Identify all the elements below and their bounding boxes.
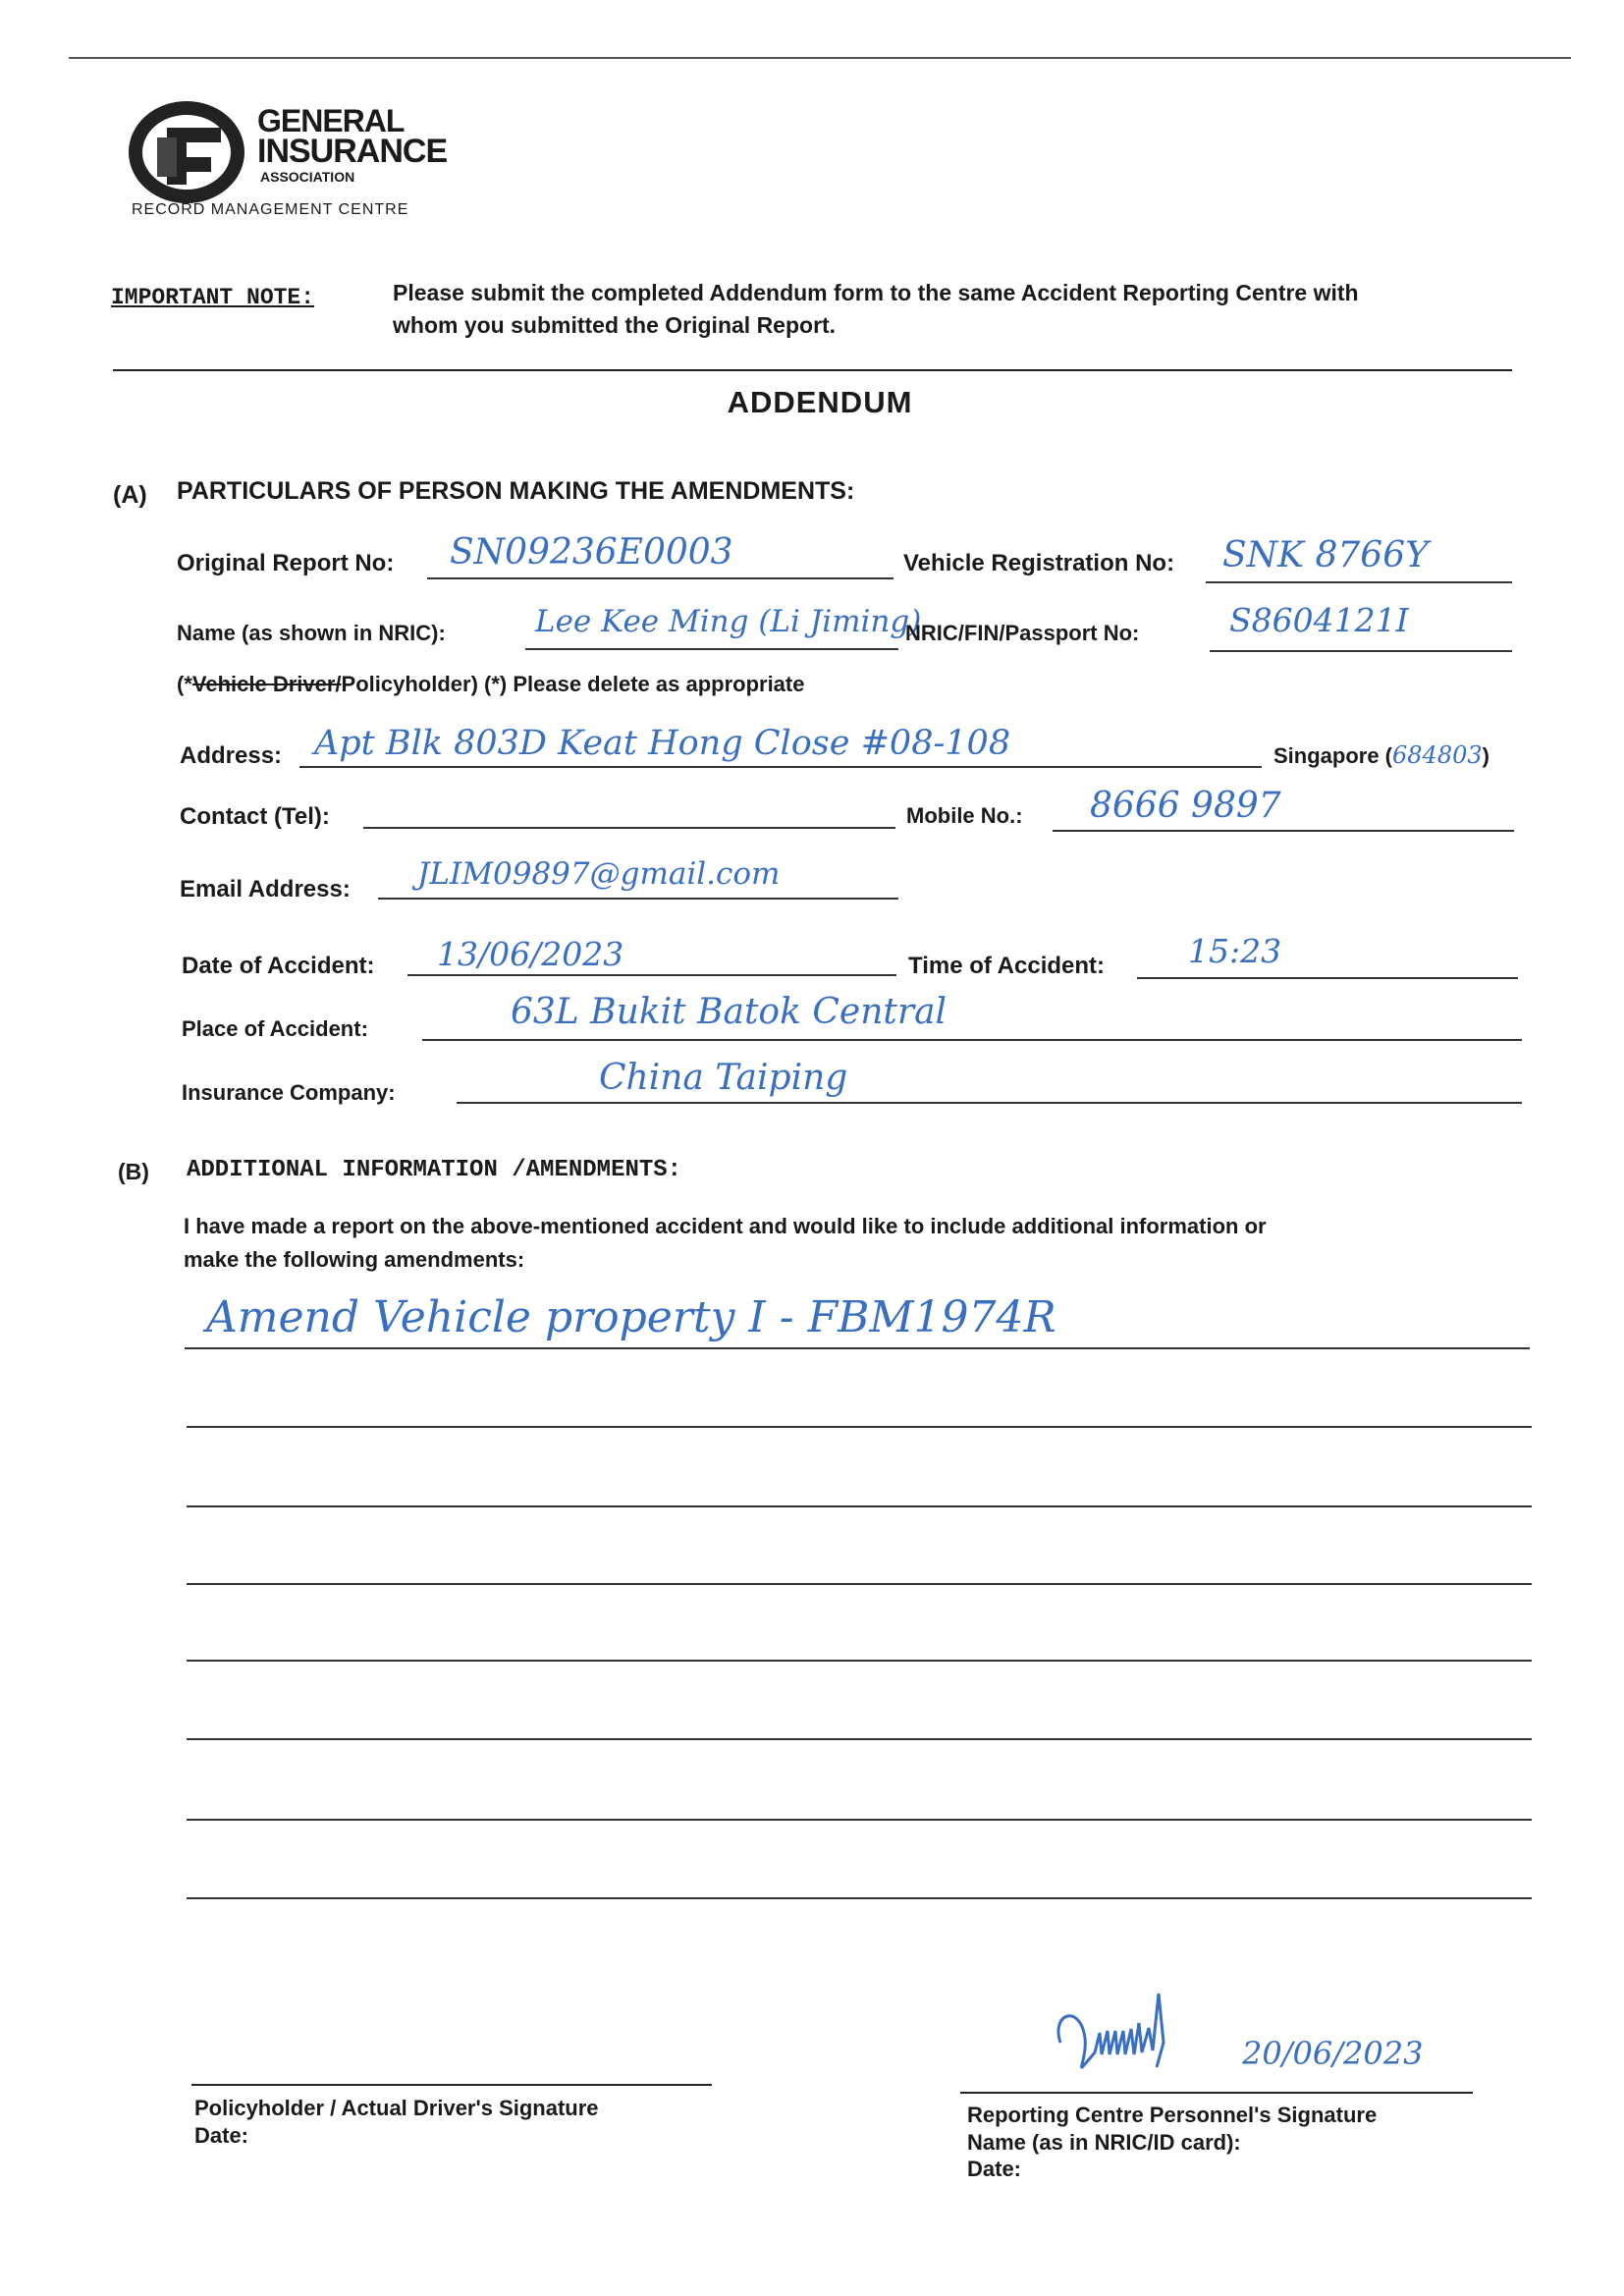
place-value[interactable]: 63L Bukit Batok Central [511, 992, 947, 1032]
important-note-label: IMPORTANT NOTE: [111, 285, 315, 310]
place-line [422, 1039, 1522, 1041]
amendment-line [187, 1738, 1532, 1740]
page-title: ADDENDUM [727, 385, 913, 419]
important-note-line1: Please submit the completed Addendum form to the same Accident Reporting Centre with [393, 280, 1359, 305]
place-label: Place of Accident: [182, 1016, 368, 1041]
vehicle-reg-value[interactable]: SNK 8766Y [1222, 535, 1429, 575]
address-label: Address: [180, 742, 283, 769]
nric-value[interactable]: S8604121I [1229, 601, 1409, 639]
note-divider [113, 369, 1512, 371]
amendment-text[interactable]: Amend Vehicle property I - FBM1974R [206, 1292, 1056, 1342]
amendment-line [187, 1426, 1532, 1428]
important-note-line2: whom you submitted the Original Report. [393, 312, 837, 338]
address-line [299, 766, 1262, 768]
mobile-value[interactable]: 8666 9897 [1090, 786, 1281, 826]
left-signature-date-label: Date: [194, 2122, 249, 2148]
section-b-marker: (B) [118, 1159, 149, 1184]
right-name-label: Name (as in NRIC/ID card): [967, 2129, 1241, 2155]
email-line [378, 898, 898, 900]
insurer-line [457, 1102, 1522, 1104]
section-b-heading: ADDITIONAL INFORMATION /AMENDMENTS: [187, 1157, 682, 1183]
singapore-label [1273, 741, 1489, 769]
vehicle-reg-label: Vehicle Registration No: [903, 550, 1175, 576]
nric-label: NRIC/FIN/Passport No: [905, 621, 1140, 645]
left-signature-block [194, 2095, 599, 2149]
personnel-signature-date: 20/06/2023 [1242, 2035, 1424, 2072]
section-a-heading: PARTICULARS OF PERSON MAKING THE AMENDMENTS: [177, 477, 855, 505]
amendment-line [187, 1897, 1532, 1899]
gia-logo [128, 98, 461, 226]
original-report-value[interactable]: SN09236E0003 [450, 532, 733, 573]
email-value[interactable]: JLIM09897@gmail.com [417, 856, 781, 892]
singapore-prefix: Singapore ( [1273, 743, 1393, 768]
date-line [407, 974, 896, 976]
section-a-marker: (A) [113, 481, 147, 509]
personnel-signature-scribble [1041, 1984, 1237, 2092]
role-struck: Vehicle Driver/ [191, 672, 342, 696]
amendment-line [187, 1660, 1532, 1662]
logo-line-association: ASSOCIATION [260, 169, 355, 185]
left-signature-line [191, 2084, 712, 2086]
role-prefix: (* [177, 672, 192, 696]
top-edge-line [69, 57, 1571, 59]
mobile-label: Mobile No.: [906, 803, 1023, 828]
contact-label: Contact (Tel): [180, 803, 330, 830]
logo-line-insurance: INSURANCE [257, 133, 448, 170]
logo-line-general: GENERAL [257, 103, 405, 138]
postal-code-value[interactable]: 684803 [1392, 741, 1483, 769]
right-signature-line [960, 2092, 1473, 2094]
time-value[interactable]: 15:23 [1188, 932, 1282, 970]
amendment-line [187, 1583, 1532, 1585]
amendment-line [187, 1819, 1532, 1821]
time-line [1137, 977, 1518, 979]
vehicle-reg-line [1206, 581, 1512, 583]
logo-subtitle: RECORD MANAGEMENT CENTRE [132, 201, 409, 218]
name-line [525, 648, 898, 650]
right-date-label: Date: [967, 2157, 1022, 2181]
section-b-intro-line1: I have made a report on the above-mentioned accident and would like to include additional information or [184, 1214, 1267, 1238]
gia-emblem-icon [128, 98, 255, 206]
name-label: Name (as shown in NRIC): [177, 621, 446, 645]
role-rest: Policyholder) (*) Please delete as appropriate [341, 672, 805, 696]
right-signature-block [967, 2102, 1377, 2183]
name-value[interactable]: Lee Kee Ming (Li Jiming) [535, 604, 922, 639]
original-report-line [427, 577, 893, 579]
singapore-close: ) [1482, 743, 1489, 768]
time-label: Time of Accident: [908, 953, 1106, 979]
date-value[interactable]: 13/06/2023 [437, 935, 624, 973]
address-value[interactable]: Apt Blk 803D Keat Hong Close #08-108 [314, 724, 1011, 763]
left-signature-label: Policyholder / Actual Driver's Signature [194, 2096, 599, 2120]
mobile-line [1053, 830, 1514, 832]
right-signature-label: Reporting Centre Personnel's Signature [967, 2103, 1378, 2127]
contact-line [363, 827, 895, 829]
amendment-line [187, 1505, 1532, 1507]
email-label: Email Address: [180, 876, 351, 902]
amendment-line [185, 1347, 1530, 1349]
insurer-label: Insurance Company: [182, 1080, 396, 1105]
date-label: Date of Accident: [182, 953, 375, 979]
original-report-label: Original Report No: [177, 550, 395, 576]
section-b-intro-line2: make the following amendments: [184, 1247, 525, 1272]
insurer-value[interactable]: China Taiping [599, 1058, 848, 1098]
nric-line [1210, 650, 1512, 652]
role-line [177, 672, 804, 697]
